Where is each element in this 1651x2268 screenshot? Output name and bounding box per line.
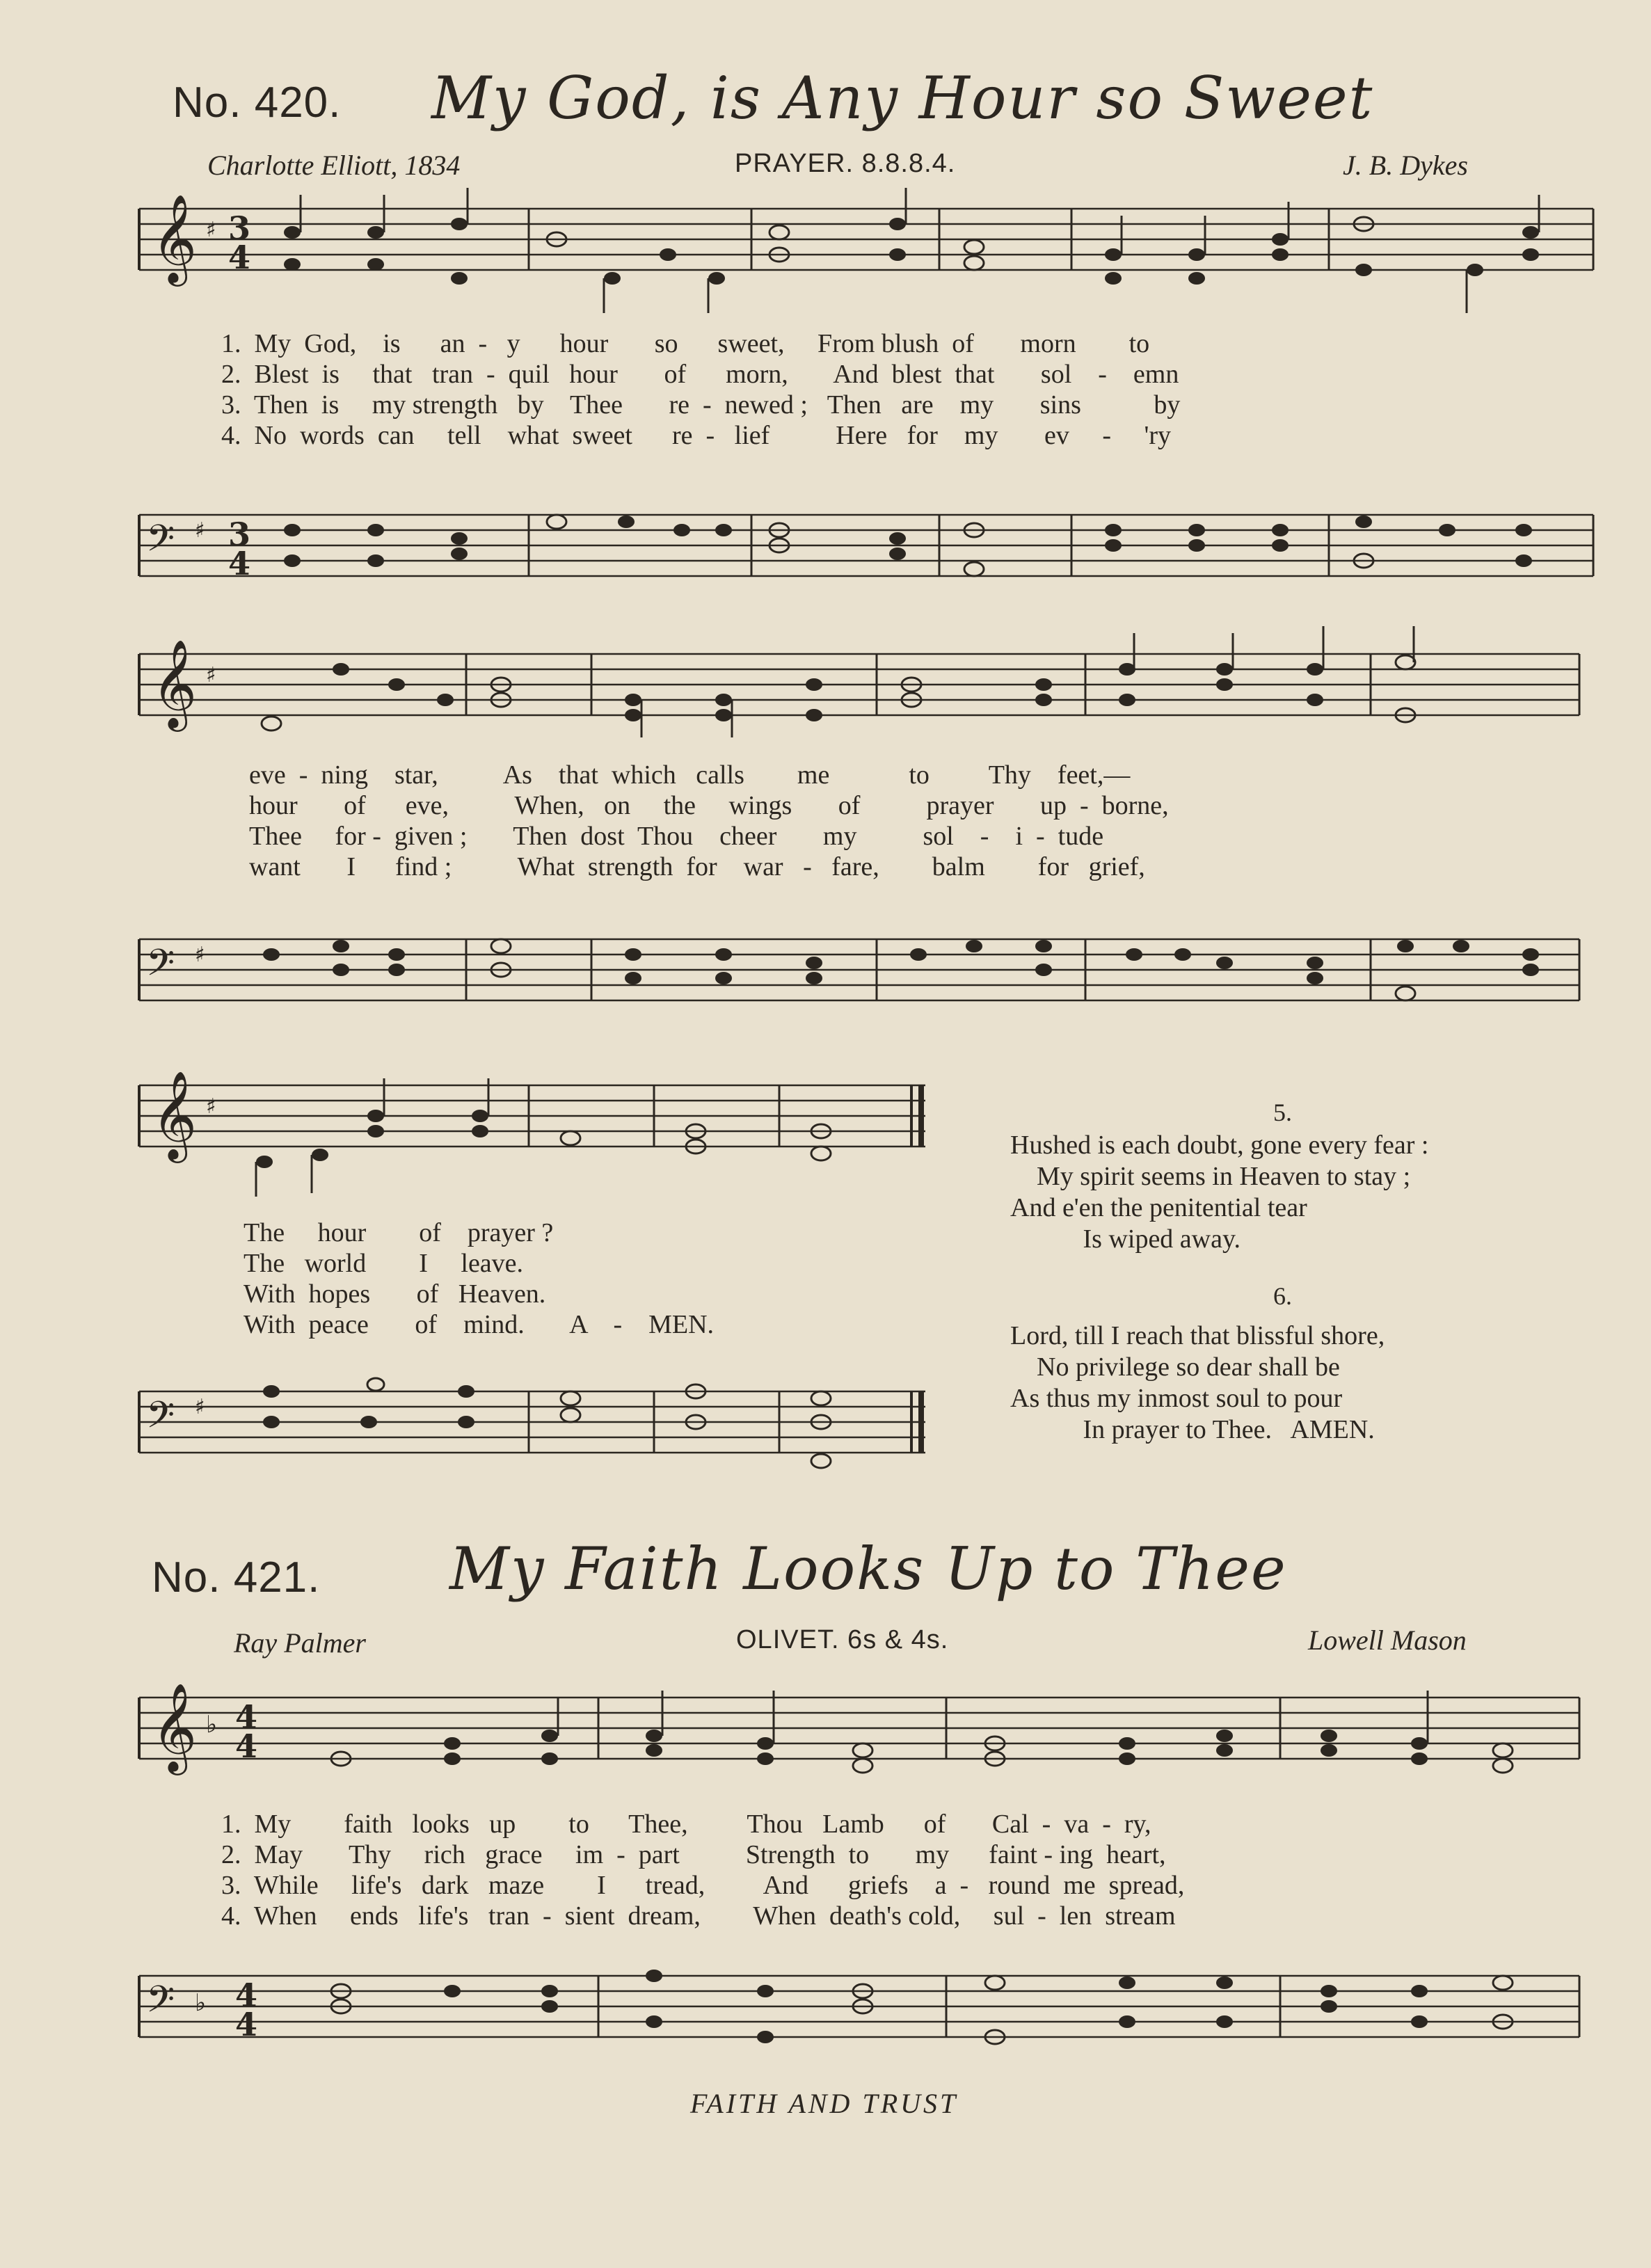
verse-line: 4. No words can tell what sweet re - lief Here for my ev - 'ry [221, 421, 1172, 450]
hymn-421-composer: Lowell Mason [1308, 1624, 1467, 1656]
verse-line: want I find ; What strength for war - fare, balm for grief, [249, 852, 1145, 881]
svg-text:♭: ♭ [195, 1989, 207, 2017]
staff-420-s1-bass [139, 480, 1600, 619]
stanza-6 [1010, 1320, 1385, 1446]
svg-text:𝄢: 𝄢 [146, 1979, 175, 2030]
svg-text:4: 4 [235, 1698, 258, 1736]
hymn-420-tune: PRAYER. 8.8.8.4. [735, 149, 956, 178]
svg-text:4: 4 [235, 2006, 258, 2043]
verse-line: eve - ning star, As that which calls me to Thy feet,— [249, 760, 1131, 790]
hymn-421-number: No. 421. [152, 1554, 321, 1602]
svg-text:♯: ♯ [195, 1395, 205, 1419]
svg-text:3: 3 [228, 516, 251, 553]
svg-text:4: 4 [235, 1727, 258, 1765]
verse-line: 1. My faith looks up to Thee, Thou Lamb of Cal - va - ry, [221, 1810, 1151, 1839]
stanza-line: As thus my inmost soul to pour [1010, 1384, 1343, 1413]
svg-text:𝄞: 𝄞 [152, 639, 198, 728]
verse-line: 3. Then is my strength by Thee re - newed ; Then are my sins by [221, 390, 1181, 420]
stanza-line: No privilege so dear shall be [1010, 1352, 1340, 1382]
staff-420-s3-treble [139, 1064, 946, 1197]
verse-line: 4. When ends life's tran - sient dream, When death's cold, sul - len stream [221, 1901, 1176, 1931]
stanza-line: And e'en the penitential tear [1010, 1193, 1307, 1222]
verse-line: 3. While life's dark maze I tread, And griefs a - round me spread, [221, 1871, 1185, 1900]
hymn-420-lyrics-system-3 [244, 1217, 714, 1340]
staff-421-treble [139, 1677, 1600, 1802]
hymn-420-lyrics-system-1 [221, 328, 1180, 451]
svg-text:𝄞: 𝄞 [152, 1070, 198, 1159]
hymn-420-number: No. 420. [173, 79, 342, 127]
svg-text:♯: ♯ [206, 218, 216, 242]
verse-line: With hopes of Heaven. [244, 1279, 546, 1309]
svg-text:𝄞: 𝄞 [152, 193, 198, 282]
stanza-5-number: 5. [1273, 1099, 1292, 1126]
staff-420-s2-treble [139, 626, 1600, 758]
svg-text:3: 3 [228, 209, 251, 247]
svg-text:4: 4 [228, 239, 251, 276]
svg-text:𝄞: 𝄞 [152, 1682, 198, 1771]
stanza-line: Is wiped away. [1010, 1224, 1241, 1254]
stanza-line: In prayer to Thee. AMEN. [1010, 1415, 1375, 1444]
hymn-421-lyrics [221, 1809, 1184, 1931]
verse-line: The world I leave. [244, 1249, 524, 1278]
svg-text:♭: ♭ [206, 1711, 218, 1739]
svg-text:𝄢: 𝄢 [146, 942, 175, 993]
stanza-line: Hushed is each doubt, gone every fear : [1010, 1131, 1429, 1160]
hymn-420-author: Charlotte Elliott, 1834 [207, 150, 461, 181]
svg-text:𝄢: 𝄢 [146, 518, 175, 569]
stanza-6-number: 6. [1273, 1282, 1292, 1310]
stanza-line: My spirit seems in Heaven to stay ; [1010, 1162, 1411, 1191]
hymn-421-tune: OLIVET. 6s & 4s. [736, 1625, 949, 1654]
staff-420-s1-treble [139, 188, 1600, 313]
staff-421-bass [139, 1941, 1600, 2080]
verse-line: 1. My God, is an - y hour so sweet, From blush of morn to [221, 329, 1150, 358]
svg-text:♯: ♯ [195, 518, 205, 543]
staff-420-s3-bass [139, 1357, 946, 1496]
hymn-420-composer: J. B. Dykes [1343, 150, 1468, 181]
svg-text:𝄢: 𝄢 [146, 1394, 175, 1446]
hymn-420-title: My God, is Any Hour so Sweet [431, 64, 1374, 132]
verse-line: The hour of prayer ? [244, 1218, 554, 1247]
svg-text:4: 4 [235, 1976, 258, 2014]
section-footer: FAITH AND TRUST [690, 2088, 959, 2119]
hymn-421-title: My Faith Looks Up to Thee [449, 1535, 1287, 1603]
svg-text:♯: ♯ [195, 943, 205, 967]
verse-line: 2. Blest is that tran - quil hour of morn, And blest that sol - emn [221, 360, 1179, 389]
verse-line: 2. May Thy rich grace im - part Strength to my faint - ing heart, [221, 1840, 1166, 1869]
stanza-line: Lord, till I reach that blissful shore, [1010, 1321, 1385, 1350]
hymn-420-lyrics-system-2 [249, 760, 1169, 882]
verse-line: hour of eve, When, on the wings of prayer up - borne, [249, 791, 1169, 820]
svg-text:♯: ♯ [206, 663, 216, 687]
hymn-421-author: Ray Palmer [234, 1627, 366, 1659]
verse-line: Thee for - given ; Then dost Thou cheer my sol - i - tude [249, 822, 1104, 851]
svg-text:4: 4 [228, 545, 251, 582]
stanza-5 [1010, 1130, 1428, 1255]
verse-line: With peace of mind. A - MEN. [244, 1310, 715, 1339]
staff-420-s2-bass [139, 904, 1600, 1030]
svg-text:♯: ♯ [206, 1094, 216, 1119]
